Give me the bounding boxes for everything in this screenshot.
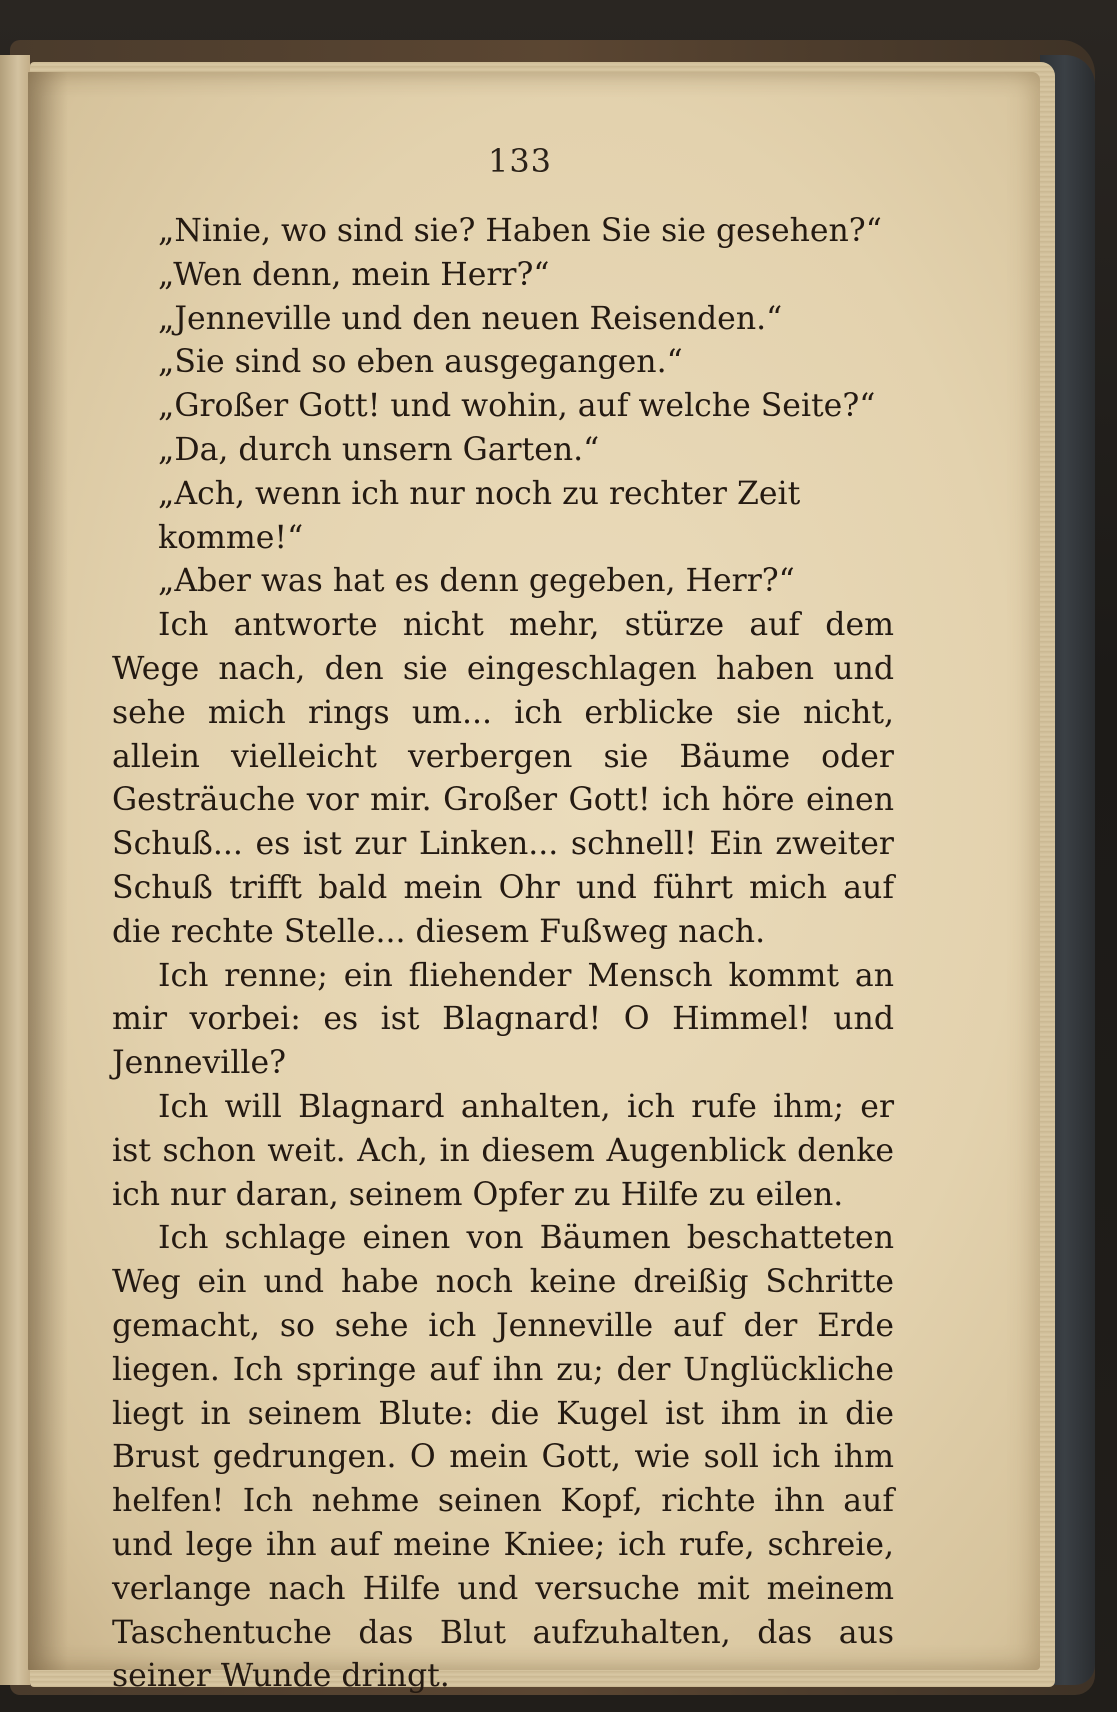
page-number: 133 [487,142,553,180]
dialogue-line: „Da, durch unsern Garten.“ [158,431,600,468]
dialogue-line: „Wen denn, mein Herr?“ [158,256,550,293]
paragraph: Ich will Blagnard anhalten, ich rufe ihm; er ist schon weit. Ach, in diesem Augenblick denke ich nur daran, seinem Opfer zu Hilfe zu eilen. [112,1088,894,1213]
dialogue-line: „Großer Gott! und wohin, auf welche Seite?“ [158,388,876,425]
paragraph: Ich schlage einen von Bäumen beschatteten Weg ein und habe noch keine dreißig Schritte gemacht, so sehe ich Jenneville auf der Erde liegen. Ich springe auf ihn zu; der Unglückliche liegt in seinem Blute: die Kugel ist ihm in die Brust gedrungen. O mein Gott, wie soll ich ihm helfen! Ich nehme seinen Kopf, richte ihn auf und lege ihn auf meine Kniee; ich rufe, schreie, verlange nach Hilfe und versuche mit meinem Taschentuche das Blut aufzuhalten, das aus seiner Wunde dringt. [112,1220,894,1695]
dialogue-line: „Aber was hat es denn gegeben, Herr?“ [158,563,795,600]
gutter-shadow [28,72,68,1670]
facing-page-edge [0,55,30,1685]
dialogue-line: „Jenneville und den neuen Reisenden.“ [158,300,783,337]
dialogue-line: „Ach, wenn ich nur noch zu rechter Zeit komme!“ [158,475,801,556]
dialogue-line: „Ninie, wo sind sie? Haben Sie sie gesehen?“ [158,213,882,249]
paragraph: Ich renne; ein fliehender Mensch kommt an mir vorbei: es ist Blagnard! O Himmel! und Jenneville? [112,957,894,1082]
dialogue-line: „Sie sind so eben ausgegangen.“ [158,344,683,381]
paragraph: Ich antworte nicht mehr, stürze auf dem Wege nach, den sie eingeschlagen haben und sehe mich rings um... ich erblicke sie nicht, allein vielleicht verbergen sie Bäume oder Gesträuche vor mir. Großer Gott! ich höre einen Schuß... es ist zur Linken... schnell! Ein zweiter Schuß trifft bald mein Ohr und führt mich auf die rechte Stelle... diesem Fußweg nach. [112,607,894,950]
page-text [112,210,894,1699]
